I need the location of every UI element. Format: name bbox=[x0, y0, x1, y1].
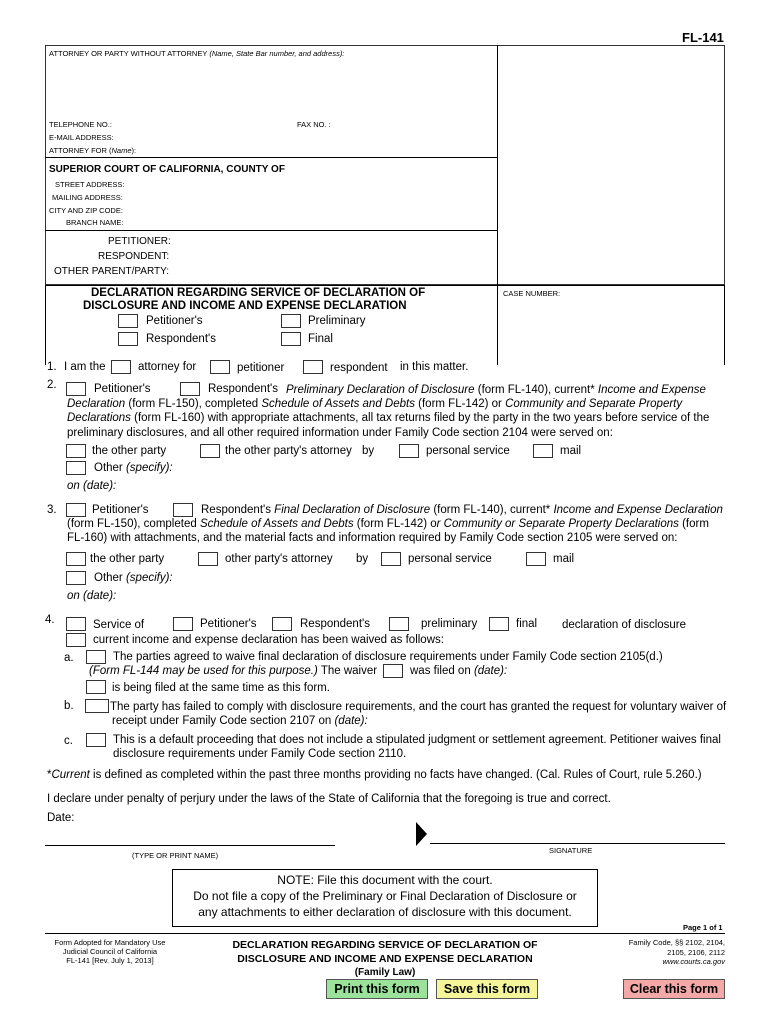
item1-respondent: respondent bbox=[330, 362, 388, 374]
case-number-label: CASE NUMBER: bbox=[503, 289, 561, 298]
item2-number: 2. bbox=[47, 379, 57, 391]
item4-c-line1: This is a default proceeding that does not include a stipulated judgment or settlement agreement. Petitioner waives final bbox=[113, 734, 721, 746]
item2-other: Other (specify): bbox=[94, 462, 173, 474]
caption-respondents-checkbox[interactable] bbox=[118, 332, 138, 346]
item2-respondents-checkbox[interactable] bbox=[180, 382, 200, 396]
item1-petitioner: petitioner bbox=[237, 362, 285, 374]
footer-title: DECLARATION REGARDING SERVICE OF DECLARATION OF DISCLOSURE AND INCOME AND EXPENSE DECLARATION (Family Law) bbox=[232, 939, 538, 978]
item2-by: by bbox=[362, 445, 375, 457]
item4-service-of: Service of bbox=[93, 619, 145, 631]
date-label: Date: bbox=[47, 812, 75, 824]
item2-petitioners-checkbox[interactable] bbox=[66, 382, 86, 396]
clear-button[interactable]: Clear this form bbox=[623, 979, 725, 999]
item4-preliminary-checkbox[interactable] bbox=[389, 617, 409, 631]
caption-title-line2: DISCLOSURE AND INCOME AND EXPENSE DECLARATION bbox=[83, 300, 407, 312]
item4-respondents-checkbox[interactable] bbox=[272, 617, 292, 631]
item4-a-line1: The parties agreed to waive final declaration of disclosure requirements under Family Code section 2105(d.) bbox=[113, 651, 663, 663]
item4-b-checkbox[interactable] bbox=[85, 699, 109, 713]
item4-final: final bbox=[516, 618, 538, 630]
item2-personal-service: personal service bbox=[426, 445, 510, 457]
petitioner-label: PETITIONER: bbox=[108, 236, 171, 247]
item3-other-party-checkbox[interactable] bbox=[66, 552, 86, 566]
item4-a-line3: is being filed at the same time as this form. bbox=[112, 682, 330, 694]
item3-line1: Respondent's Final Declaration of Disclosure (form FL-140), current* Income and Expense Declaration bbox=[201, 504, 723, 516]
item3-respondents-checkbox[interactable] bbox=[173, 503, 193, 517]
email-label: E-MAIL ADDRESS: bbox=[49, 133, 114, 142]
item1-attorney-for: attorney for bbox=[138, 361, 197, 373]
item3-other: Other (specify): bbox=[94, 572, 173, 584]
caption-final-checkbox[interactable] bbox=[281, 332, 301, 346]
item2-line1: Preliminary Declaration of Disclosure (form FL-140), current* Income and Expense bbox=[286, 384, 706, 396]
form-id: FL-141 bbox=[682, 30, 724, 45]
item4-number: 4. bbox=[45, 614, 55, 626]
adopted-info: Form Adopted for Mandatory Use Judicial Council of California FL-141 [Rev. July 1, 2013] bbox=[54, 938, 166, 965]
item4-waived-checkbox[interactable] bbox=[66, 633, 86, 647]
declaration-statement: I declare under penalty of perjury under the laws of the State of California that the foregoing is true and correct. bbox=[47, 793, 611, 805]
caption-petitioners-label: Petitioner's bbox=[146, 315, 203, 327]
item2-line3: Declarations (form FL-160) with appropriate attachments, all tax returns filed by the party in the two years before service of the bbox=[67, 412, 710, 424]
caption-final-label: Final bbox=[308, 333, 333, 345]
attorney-for-label: ATTORNEY FOR (Name): bbox=[49, 146, 137, 155]
city-label: CITY AND ZIP CODE: bbox=[49, 206, 123, 215]
item1-number: 1. bbox=[47, 361, 57, 373]
item4-petitioners-checkbox[interactable] bbox=[173, 617, 193, 631]
item4-a-checkbox[interactable] bbox=[86, 650, 106, 664]
item3-petitioners-checkbox[interactable] bbox=[66, 503, 86, 517]
item4-waived: current income and expense declaration has been waived as follows: bbox=[93, 634, 444, 646]
item3-attorney-checkbox[interactable] bbox=[198, 552, 218, 566]
item2-other-party-checkbox[interactable] bbox=[66, 444, 86, 458]
item4-a-was-filed: was filed on (date): bbox=[410, 665, 508, 677]
fax-label: FAX NO. : bbox=[297, 120, 331, 129]
item4-service-of-checkbox[interactable] bbox=[66, 617, 86, 631]
mailing-label: MAILING ADDRESS: bbox=[52, 193, 123, 202]
caption-preliminary-checkbox[interactable] bbox=[281, 314, 301, 328]
item3-line3: FL-160) with attachments, and the material facts and information required by Family Code section 2105 were served on: bbox=[67, 532, 678, 544]
name-line bbox=[45, 845, 335, 846]
item1-respondent-checkbox[interactable] bbox=[303, 360, 323, 374]
item3-other-partys-attorney: other party's attorney bbox=[225, 553, 333, 565]
item4-declaration-of-disclosure: declaration of disclosure bbox=[562, 619, 687, 631]
item2-petitioners: Petitioner's bbox=[94, 383, 151, 395]
current-definition: *Current is defined as completed within the past three months providing no facts have changed. (Cal. Rules of Court, rule 5.260.) bbox=[47, 769, 702, 781]
item2-respondents: Respondent's bbox=[208, 383, 278, 395]
item4-a-label: a. bbox=[64, 652, 74, 664]
code-info: Family Code, §§ 2102, 2104, 2105, 2106, 2112 www.courts.ca.gov bbox=[628, 938, 725, 966]
item1-in-this-matter: in this matter. bbox=[400, 361, 469, 373]
item2-mail-checkbox[interactable] bbox=[533, 444, 553, 458]
item2-line4: preliminary disclosures, and all other required information under Family Code section 2104 were served on: bbox=[67, 427, 613, 439]
item4-a-waiver-filed-checkbox[interactable] bbox=[383, 664, 403, 678]
item3-mail-checkbox[interactable] bbox=[526, 552, 546, 566]
caption-petitioners-checkbox[interactable] bbox=[118, 314, 138, 328]
court-label: SUPERIOR COURT OF CALIFORNIA, COUNTY OF bbox=[49, 164, 285, 175]
item4-final-checkbox[interactable] bbox=[489, 617, 509, 631]
item2-attorney-checkbox[interactable] bbox=[200, 444, 220, 458]
item4-preliminary: preliminary bbox=[421, 618, 478, 630]
print-button[interactable]: Print this form bbox=[326, 979, 428, 999]
save-button[interactable]: Save this form bbox=[436, 979, 538, 999]
street-label: STREET ADDRESS: bbox=[55, 180, 125, 189]
respondent-label: RESPONDENT: bbox=[98, 251, 170, 262]
item3-personal-service-checkbox[interactable] bbox=[381, 552, 401, 566]
item3-petitioners: Petitioner's bbox=[92, 504, 149, 516]
item3-by: by bbox=[356, 553, 369, 565]
item3-number: 3. bbox=[47, 504, 57, 516]
signature-line[interactable] bbox=[430, 843, 725, 844]
signature-label: SIGNATURE bbox=[549, 846, 593, 855]
item4-c-label: c. bbox=[64, 735, 73, 747]
caption-preliminary-label: Preliminary bbox=[308, 315, 366, 327]
item4-b-line1: The party has failed to comply with disclosure requirements, and the court has granted the request for voluntary waiver of bbox=[110, 701, 727, 713]
item1-i-am-the: I am the bbox=[64, 361, 106, 373]
item3-other-checkbox[interactable] bbox=[66, 571, 86, 585]
item3-mail: mail bbox=[553, 553, 575, 565]
item2-line2: Declaration (form FL-150), completed Schedule of Assets and Debts (form FL-142) or Community and Separate Property bbox=[67, 398, 683, 410]
page-number: Page 1 of 1 bbox=[683, 923, 723, 932]
item4-c-checkbox[interactable] bbox=[86, 733, 106, 747]
item2-mail: mail bbox=[560, 445, 582, 457]
branch-label: BRANCH NAME: bbox=[66, 218, 124, 227]
other-party-label: OTHER PARENT/PARTY: bbox=[54, 266, 170, 277]
item4-b-line2: receipt under Family Code section 2107 on (date): bbox=[112, 715, 368, 727]
caption-respondents-label: Respondent's bbox=[146, 333, 216, 345]
item2-on-date: on (date): bbox=[67, 480, 117, 492]
caption-divider bbox=[497, 45, 498, 365]
type-name-label: (TYPE OR PRINT NAME) bbox=[132, 851, 219, 860]
item4-c-line2: disclosure requirements under Family Code section 2110. bbox=[113, 748, 407, 760]
attorney-label: ATTORNEY OR PARTY WITHOUT ATTORNEY (Name, State Bar number, and address): bbox=[49, 49, 345, 58]
item4-petitioners: Petitioner's bbox=[200, 618, 257, 630]
note-line3: any attachments to either declaration of disclosure with this document. bbox=[198, 905, 572, 919]
item2-other-party: the other party bbox=[92, 445, 167, 457]
note-line2: Do not file a copy of the Preliminary or Final Declaration of Disclosure or bbox=[193, 889, 577, 903]
signature-arrow-icon bbox=[416, 822, 428, 846]
item2-personal-service-checkbox[interactable] bbox=[399, 444, 419, 458]
item1-petitioner-checkbox[interactable] bbox=[210, 360, 230, 374]
telephone-label: TELEPHONE NO.: bbox=[49, 120, 112, 129]
item4-b-label: b. bbox=[64, 700, 74, 712]
item4-a-filed-same-time-checkbox[interactable] bbox=[86, 680, 106, 694]
item4-respondents: Respondent's bbox=[300, 618, 370, 630]
item3-on-date: on (date): bbox=[67, 590, 117, 602]
item3-other-party: the other party bbox=[90, 553, 165, 565]
item1-attorney-checkbox[interactable] bbox=[111, 360, 131, 374]
item3-line2: (form FL-150), completed Schedule of Assets and Debts (form FL-142) or Community or Separate Property Declarations (form bbox=[67, 518, 709, 530]
item4-a-line2: (Form FL-144 may be used for this purpose.) The waiver bbox=[89, 665, 378, 677]
item2-other-checkbox[interactable] bbox=[66, 461, 86, 475]
item3-personal-service: personal service bbox=[408, 553, 492, 565]
note-line1: NOTE: File this document with the court. bbox=[277, 873, 493, 887]
item2-other-partys-attorney: the other party's attorney bbox=[225, 445, 352, 457]
caption-title-line1: DECLARATION REGARDING SERVICE OF DECLARATION OF bbox=[91, 287, 426, 299]
